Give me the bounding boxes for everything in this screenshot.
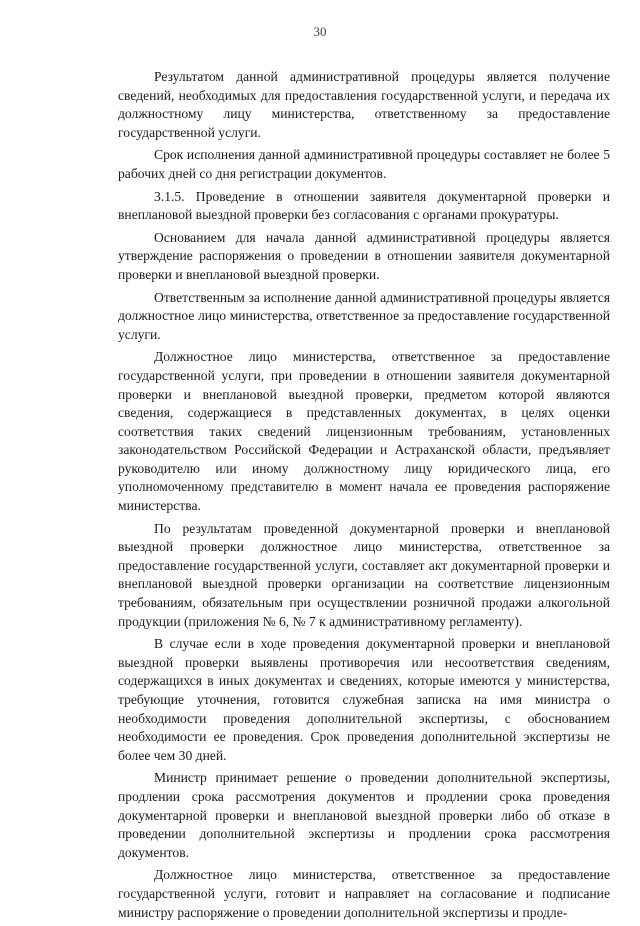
- paragraph-minister-decision: Министр принимает решение о проведении дополнительной экспертизы, продлении срока рассмотрения документов и продлении срока проведения документарной проверки и внеплановой выездной проверки либо об отказе в проведении дополнительной экспертизы и продлении срока рассмотрения документов.: [118, 770, 610, 860]
- paragraph-term: Срок исполнения данной административной процедуры составляет не более 5 рабочих дней со дня регистрации документов.: [118, 147, 610, 181]
- paragraph-basis: Основанием для начала данной административной процедуры является утверждение распоряжения о проведении в отношении заявителя документарной проверки и внеплановой выездной проверки.: [118, 229, 610, 282]
- document-body: [118, 68, 610, 926]
- paragraph-contradictions: В случае если в ходе проведения документарной проверки и внеплановой выездной проверки выявлены противоречия или несоответствия сведениям, содержащихся в иных документах и сведениях, которые имеются у министерства, требующие уточнения, готовится служебная записка на имя министра о необходимости проведения дополнительной экспертизы, с обоснованием необходимости ее проведения. Срок проведения дополнительной экспертизы не более чем 30 дней.: [118, 636, 610, 763]
- section-heading-3-1-5: 3.1.5. Проведение в отношении заявителя документарной проверки и внеплановой выездной проверки без согласования с органами прокуратуры.: [118, 188, 610, 223]
- paragraph-responsible: Ответственным за исполнение данной административной процедуры является должностное лицо министерства, ответственное за предоставление государственной услуги.: [118, 289, 610, 342]
- paragraph-official-duties: Должностное лицо министерства, ответственное за предоставление государственной услуги, при проведении в отношении заявителя документарной проверки и внеплановой выездной проверки, предметом которой являются сведения, содержащиеся в представленных документах, в целях оценки соответствия таких сведений лицензионным требованиям, установленных законодательством Российской Федерации и Астраханской области, предъявляет руководителю или иному должностному лицу юридического лица, его уполномоченному представителю в момент начала ее проведения распоряжение министерства.: [118, 349, 610, 514]
- paragraph-result: Результатом данной административной процедуры является получение сведений, необходимых для предоставления государственной услуги, и передача их должностному лицу министерства, ответственному за предоставление государственной услуги.: [118, 69, 610, 140]
- paragraph-inspection-results: По результатам проведенной документарной проверки и внеплановой выездной проверки должностное лицо министерства, ответственное за предоставление государственной услуги, составляет акт документарной проверки и внеплановой выездной проверки организации на соответствие лицензионным требованиям, обязательным при осуществлении розничной продажи алкогольной продукции (приложения № 6, № 7 к административному регламенту).: [118, 520, 610, 629]
- page-number: 30: [313, 24, 327, 39]
- paragraph-order-preparation: Должностное лицо министерства, ответственное за предоставление государственной услуги, готовит и направляет на согласование и подписание министру распоряжение о проведении дополнительной экспертизы и продле-: [118, 867, 610, 920]
